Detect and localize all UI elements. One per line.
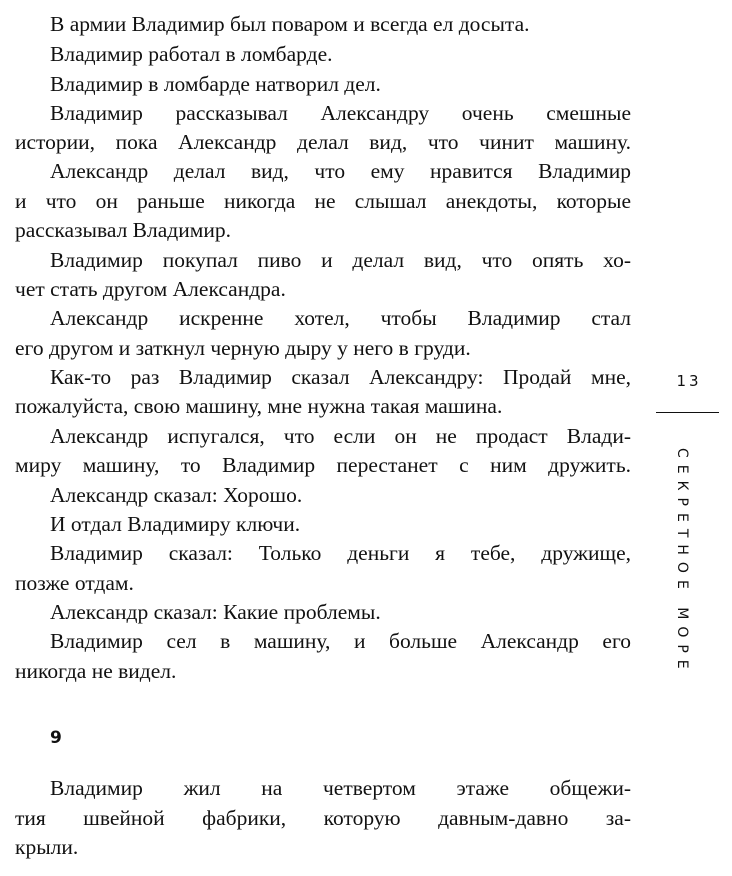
text-line: миру машину, то Владимир перестанет с ним дружить. xyxy=(15,453,631,477)
section-number: 9 xyxy=(50,728,62,748)
text-line: Владимир покупал пиво и делал вид, что опять хо- xyxy=(50,248,631,272)
text-line: Александр сказал: Хорошо. xyxy=(50,483,303,507)
text-line: Александр делал вид, что ему нравится Владимир xyxy=(50,159,631,183)
text-line: Владимир жил на четвертом этаже общежи- xyxy=(50,776,631,800)
text-line: тия швейной фабрики, которую давным-давно за- xyxy=(15,806,631,830)
text-line: Владимир сел в машину, и больше Александр его xyxy=(50,629,631,653)
text-line: Александр искренне хотел, чтобы Владимир стал xyxy=(50,306,631,330)
text-line: пожалуйста, свою машину, мне нужна такая машина. xyxy=(15,394,503,418)
page-number: 13 xyxy=(676,372,702,390)
text-line: чет стать другом Александра. xyxy=(15,277,286,301)
text-line: Как-то раз Владимир сказал Александру: Продай мне, xyxy=(50,365,631,389)
text-line: Владимир сказал: Только деньги я тебе, дружище, xyxy=(50,541,631,565)
text-line: И отдал Владимиру ключи. xyxy=(50,512,301,536)
text-line: Александр сказал: Какие проблемы. xyxy=(50,600,381,624)
text-line: и что он раньше никогда не слышал анекдоты, которые xyxy=(15,189,631,213)
text-line: В армии Владимир был поваром и всегда ел досыта. xyxy=(50,12,530,36)
text-line: Владимир в ломбарде натворил дел. xyxy=(50,72,381,96)
margin-rule xyxy=(656,412,719,413)
text-line: никогда не видел. xyxy=(15,659,177,683)
text-line: рассказывал Владимир. xyxy=(15,218,231,242)
text-line: истории, пока Александр делал вид, что чинит машину. xyxy=(15,130,631,154)
text-line: Владимир работал в ломбарде. xyxy=(50,42,333,66)
text-line: Владимир рассказывал Александру очень смешные xyxy=(50,101,631,125)
text-line: крыли. xyxy=(15,835,79,859)
text-line: позже отдам. xyxy=(15,571,134,595)
running-title: СЕКРЕТНОЕ МОРЕ xyxy=(674,448,690,676)
text-line: его другом и заткнул черную дыру у него в груди. xyxy=(15,336,471,360)
text-line: Александр испугался, что если он не продаст Влади- xyxy=(50,424,631,448)
